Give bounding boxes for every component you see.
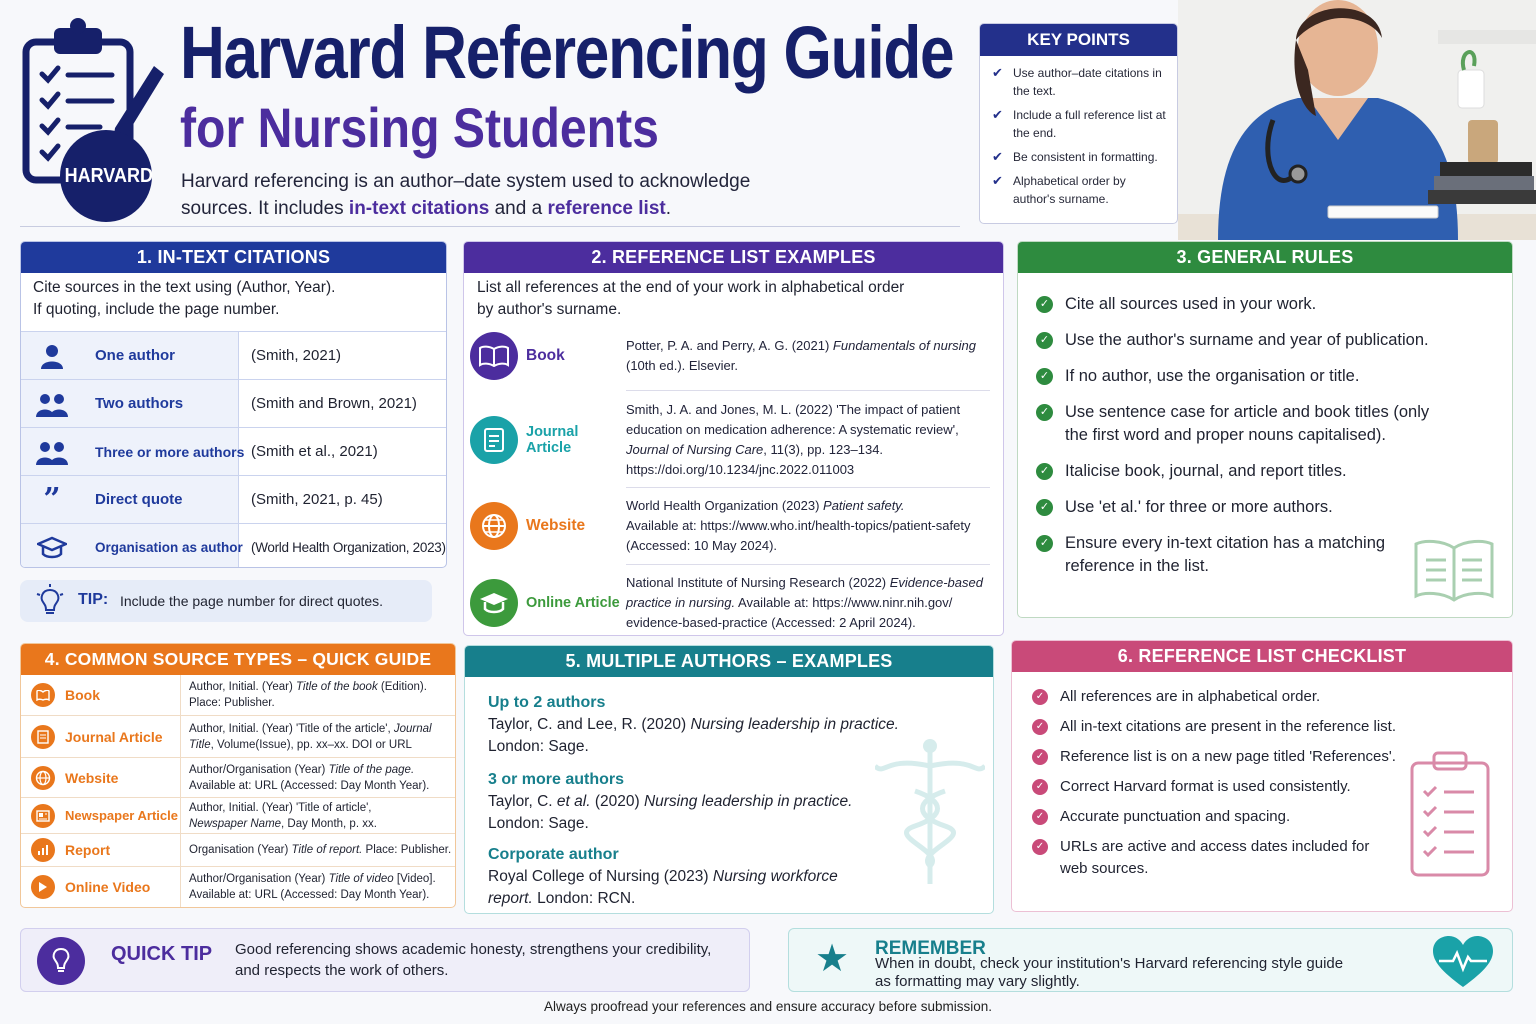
logo-text: HARVARD [64,165,153,187]
checklist-clipboard-icon [1408,749,1492,879]
quick-tip-text: Good referencing shows academic honesty, strengthens your credibility, and respects the work of others. [235,941,712,979]
key-points-heading: KEY POINTS [980,24,1177,56]
in-text-description: Cite sources in the text using (Author, Year). If quoting, include the page number. [33,279,336,318]
reference-list-panel [463,241,1004,636]
key-point-item: ✔ Be consistent in formatting. [992,149,1158,164]
author-example: Corporate author Royal College of Nursing (2023) Nursing workforce report. London: RCN. [488,846,838,907]
checklist-item: ✓ All references are in alphabetical order. [1032,686,1496,708]
lightbulb-icon [34,584,66,618]
check-icon: ✓ [1032,809,1048,825]
heartbeat-icon [1431,935,1495,989]
key-point-item: ✔ Include a full reference list at the end. [992,107,1166,140]
quick-tip-label: QUICK TIP [111,943,213,965]
check-icon: ✓ [1036,296,1053,313]
check-icon: ✔ [992,65,1003,80]
play-icon [31,875,55,899]
check-icon: ✓ [1032,719,1048,735]
page-title: Harvard Referencing Guide [180,11,954,94]
check-icon: ✔ [992,173,1003,188]
checklist-item: ✓ Correct Harvard format is used consistently. [1032,776,1496,798]
check-icon: ✓ [1036,463,1053,480]
intro-text: Harvard referencing is an author–date system used to acknowledge sources. It includes in-text citations and a reference list. [181,171,751,219]
citation-row: ” Direct quote (Smith, 2021, p. 45) [21,475,446,523]
rule-item: ✓ Use sentence case for article and book titles (only the first word and proper nouns capitalised). [1036,401,1456,447]
checklist-item: ✓ URLs are active and access dates included for web sources. [1032,836,1392,880]
open-book-icon [1412,538,1496,604]
footer-note: Always proofread your references and ensure accuracy before submission. [544,999,992,1014]
check-icon: ✓ [1036,368,1053,385]
author-example: Up to 2 authors Taylor, C. and Lee, R. (2020) Nursing leadership in practice. London: Sage. [488,694,899,755]
star-icon: ★ [815,938,850,980]
key-point-item: ✔ Use author–date citations in the text. [992,65,1162,98]
rule-item: ✓ Ensure every in-text citation has a matching reference in the list. [1036,532,1416,578]
checklist-item: ✓ All in-text citations are present in the reference list. [1032,716,1496,738]
check-icon: ✔ [992,107,1003,122]
reference-example: Book Potter, P. A. and Perry, A. G. (2021) Fundamentals of nursing (10th ed.). Elsevier. [470,332,994,380]
source-types-panel [20,643,456,908]
key-points-box [979,23,1178,224]
rule-item: ✓ Use 'et al.' for three or more authors. [1036,496,1494,519]
rule-item: ✓ If no author, use the organisation or title. [1036,365,1494,388]
rule-item: ✓ Italicise book, journal, and report titles. [1036,460,1494,483]
source-row: Book Author, Initial. (Year) Title of the book (Edition). Place: Publisher. [21,675,455,716]
reference-example: Website World Health Organization (2023) Patient safety. Available at: https://www.who.int/health-topics/patient-safety (Accessed: 10 May 2024). [470,496,994,556]
check-icon: ✓ [1032,749,1048,765]
in-text-citations-heading: 1. IN-TEXT CITATIONS [21,242,446,273]
check-icon: ✓ [1036,404,1053,421]
in-text-citations-panel [20,241,447,568]
globe-icon [470,502,518,550]
source-row: Website Author/Organisation (Year) Title of the page. Available at: URL (Accessed: Day Month Year). [21,758,455,798]
reference-example: Journal Article Smith, J. A. and Jones, M. L. (2022) 'The impact of patient education on medication adherence: A systematic review', Journal of Nursing Care, 11(3), pp. 123–134. https://doi.org/10.1234/jnc.2022.011003 [470,400,994,480]
journal-icon [470,416,518,464]
source-row: Online Video Author/Organisation (Year) Title of video [Video]. Available at: URL (Accessed: Day Month Year). [21,867,455,907]
tip-box [20,580,432,622]
harvard-logo [20,14,170,224]
book-icon [470,332,518,380]
citation-row: One author (Smith, 2021) [21,331,446,379]
reference-list-heading: 2. REFERENCE LIST EXAMPLES [464,242,1003,273]
multiple-authors-heading: 5. MULTIPLE AUTHORS – EXAMPLES [465,646,993,677]
citation-row: Organisation as author (World Health Organization, 2023) [21,523,446,568]
general-rules-panel [1017,241,1513,618]
check-icon: ✓ [1036,332,1053,349]
source-row: Journal Article Author, Initial. (Year) 'Title of the article', Journal Title, Volume(Issue), pp. xx–xx. DOI or URL [21,716,455,758]
remember-label: REMEMBER [875,938,986,959]
reference-checklist-panel [1011,640,1513,912]
rule-item: ✓ Use the author's surname and year of publication. [1036,329,1494,352]
check-icon: ✓ [1036,535,1053,552]
person-icon [21,332,83,379]
remember-box [788,928,1513,992]
key-point-item: ✔ Alphabetical order by author's surname. [992,173,1126,206]
source-row: Report Organisation (Year) Title of report. Place: Publisher. [21,834,455,867]
graduation-cap-icon [21,524,83,568]
checklist-item: ✓ Accurate punctuation and spacing. [1032,806,1496,828]
divider [626,390,990,391]
check-icon: ✓ [1036,499,1053,516]
checklist-item: ✓ Reference list is on a new page titled 'References'. [1032,746,1496,768]
header-divider [20,226,960,227]
caduceus-icon [875,736,985,886]
reference-example: Online Article National Institute of Nursing Research (2022) Evidence-based practice in nursing. Available at: https://www.ninr.nih.gov/ evidence-based-practice (Accessed: 2 April 2024). [470,573,994,633]
quick-tip-box [20,928,750,992]
journal-icon [31,725,55,749]
reference-checklist-heading: 6. REFERENCE LIST CHECKLIST [1012,641,1512,672]
divider [626,487,990,488]
group-icon [21,428,83,475]
globe-icon [31,766,55,790]
citation-row: Three or more authors (Smith et al., 2021) [21,427,446,475]
tip-label: TIP: [78,591,109,608]
check-icon: ✓ [1032,779,1048,795]
page-subtitle: for Nursing Students [180,96,659,159]
graduation-cap-icon [470,579,518,627]
bar-chart-icon [31,838,55,862]
divider [626,564,990,565]
reference-list-description: List all references at the end of your work in alphabetical order by author's surname. [477,279,905,318]
nurse-illustration [1178,0,1536,240]
two-people-icon [21,380,83,427]
lightbulb-icon [37,937,85,985]
source-types-heading: 4. COMMON SOURCE TYPES – QUICK GUIDE [21,644,455,675]
quote-icon: ” [21,476,83,523]
source-row: Newspaper Article Author, Initial. (Year) 'Title of article', Newspaper Name, Day Month, p. xx. [21,798,455,834]
author-example: 3 or more authors Taylor, C. et al. (2020) Nursing leadership in practice. London: Sage. [488,771,853,832]
newspaper-icon [31,804,55,828]
check-icon: ✓ [1032,839,1048,855]
general-rules-heading: 3. GENERAL RULES [1018,242,1512,273]
tip-text: Include the page number for direct quotes. [120,593,384,609]
clipboard-icon [20,14,170,224]
check-icon: ✓ [1032,689,1048,705]
check-icon: ✔ [992,149,1003,164]
citation-row: Two authors (Smith and Brown, 2021) [21,379,446,427]
rule-item: ✓ Cite all sources used in your work. [1036,293,1494,316]
book-icon [31,683,55,707]
multiple-authors-panel [464,645,994,914]
remember-text: When in doubt, check your institution's Harvard referencing style guide as formatting may vary slightly. [875,955,1344,990]
